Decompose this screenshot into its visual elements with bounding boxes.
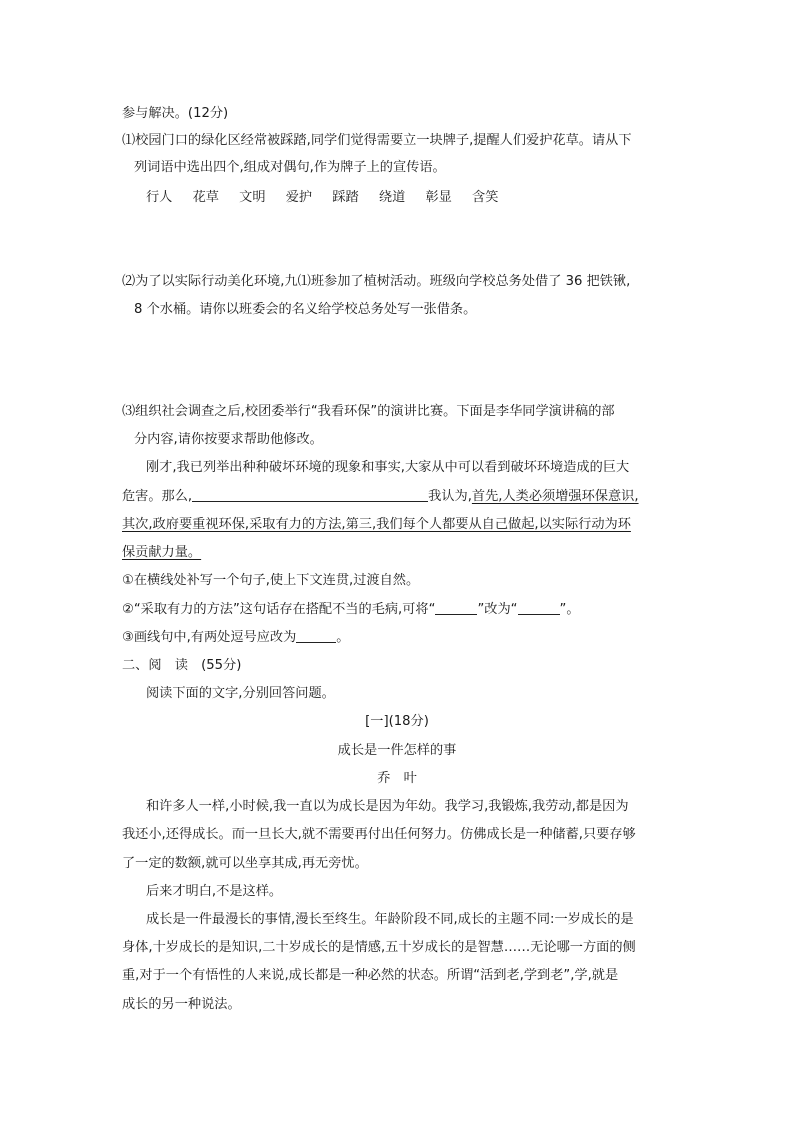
paragraph-line: 重,对于一个有悟性的人来说,成长都是一种必然的状态。所谓“活到老,学到老”,学,就是	[122, 968, 619, 983]
word-option: 踩踏	[332, 190, 359, 205]
sub-question-3: ③画线句中,有两处逗号应改为 。	[122, 630, 350, 645]
question-3-line-1: ⑶组织社会调查之后,校团委举行“我看环保”的演讲比赛。下面是李华同学演讲稿的部	[122, 404, 615, 419]
article-author: 乔 叶	[377, 771, 417, 786]
fill-blank[interactable]	[518, 600, 560, 615]
word-option: 花草	[192, 190, 219, 205]
reading-instruction: 阅读下面的文字,分别回答问题。	[146, 686, 335, 701]
sub-question-2: ②“采取有力的方法”这句话存在搭配不当的毛病,可将“ ”改为“ ”。	[122, 602, 580, 617]
fill-blank[interactable]	[435, 600, 477, 615]
question-2-line-2: 8 个水桶。请你以班委会的名义给学校总务处写一张借条。	[134, 302, 477, 317]
paragraph-line: 成长是一件最漫长的事情,漫长至终生。年龄阶段不同,成长的主题不同:一岁成长的是	[146, 912, 634, 927]
word-option: 爱护	[285, 190, 313, 205]
paragraph-line: 和许多人一样,小时候,我一直以为成长是因为年幼。我学习,我锻炼,我劳动,都是因为	[146, 799, 629, 814]
fill-blank[interactable]	[192, 487, 428, 502]
paragraph-line: 后来才明白,不是这样。	[146, 884, 283, 899]
word-option: 绕道	[378, 190, 406, 205]
part-label: [一](18分)	[365, 714, 429, 729]
fill-blank[interactable]	[296, 628, 336, 643]
underlined-sentence: 首先,人类必须增强环保意识,	[471, 489, 639, 504]
question-3-line-2: 分内容,请你按要求帮助他修改。	[134, 432, 323, 447]
word-option: 含笑	[472, 190, 499, 205]
paragraph-line: 成长的另一种说法。	[122, 997, 241, 1012]
question-1-line-2: 列词语中选出四个,组成对偶句,作为牌子上的宣传语。	[134, 160, 446, 175]
question-2-line-1: ⑵为了以实际行动美化环境,九⑴班参加了植树活动。班级向学校总务处借了 36 把铁锹,	[122, 274, 631, 289]
passage-line-2: 危害。那么, 我认为,首先,人类必须增强环保意识,	[122, 489, 639, 504]
word-option: 文明	[239, 190, 266, 205]
paragraph-line: 身体,十岁成长的是知识,二十岁成长的是情感,五十岁成长的是智慧……无论哪一方面的侧	[122, 940, 636, 955]
paragraph-line: 了一定的数额,就可以坐享其成,再无旁忧。	[122, 856, 368, 871]
passage-line-1: 刚才,我已列举出种种破坏环境的现象和事实,大家从中可以看到破坏环境造成的巨大	[146, 460, 630, 475]
word-options	[146, 188, 498, 208]
word-option: 彰显	[425, 190, 452, 205]
word-option: 行人	[146, 190, 173, 205]
question-1-line-1: ⑴校园门口的绿化区经常被踩踏,同学们觉得需要立一块牌子,提醒人们爱护花草。请从下	[122, 133, 632, 148]
article-title: 成长是一件怎样的事	[337, 743, 457, 758]
section-intro: 参与解决。(12分)	[122, 106, 229, 121]
sub-question-1: ①在横线处补写一个句子,使上下文连贯,过渡自然。	[122, 573, 420, 588]
paragraph-line: 我还小,还得成长。而一旦长大,就不需要再付出任何努力。仿佛成长是一种储蓄,只要存够	[122, 827, 636, 842]
underlined-sentence: 保贡献力量。	[122, 545, 202, 560]
section-heading: 二、阅 读 (55分)	[122, 658, 242, 673]
underlined-sentence: 其次,政府要重视环保,采取有力的方法,第三,我们每个人都要从自己做起,以实际行动为环	[122, 517, 631, 532]
